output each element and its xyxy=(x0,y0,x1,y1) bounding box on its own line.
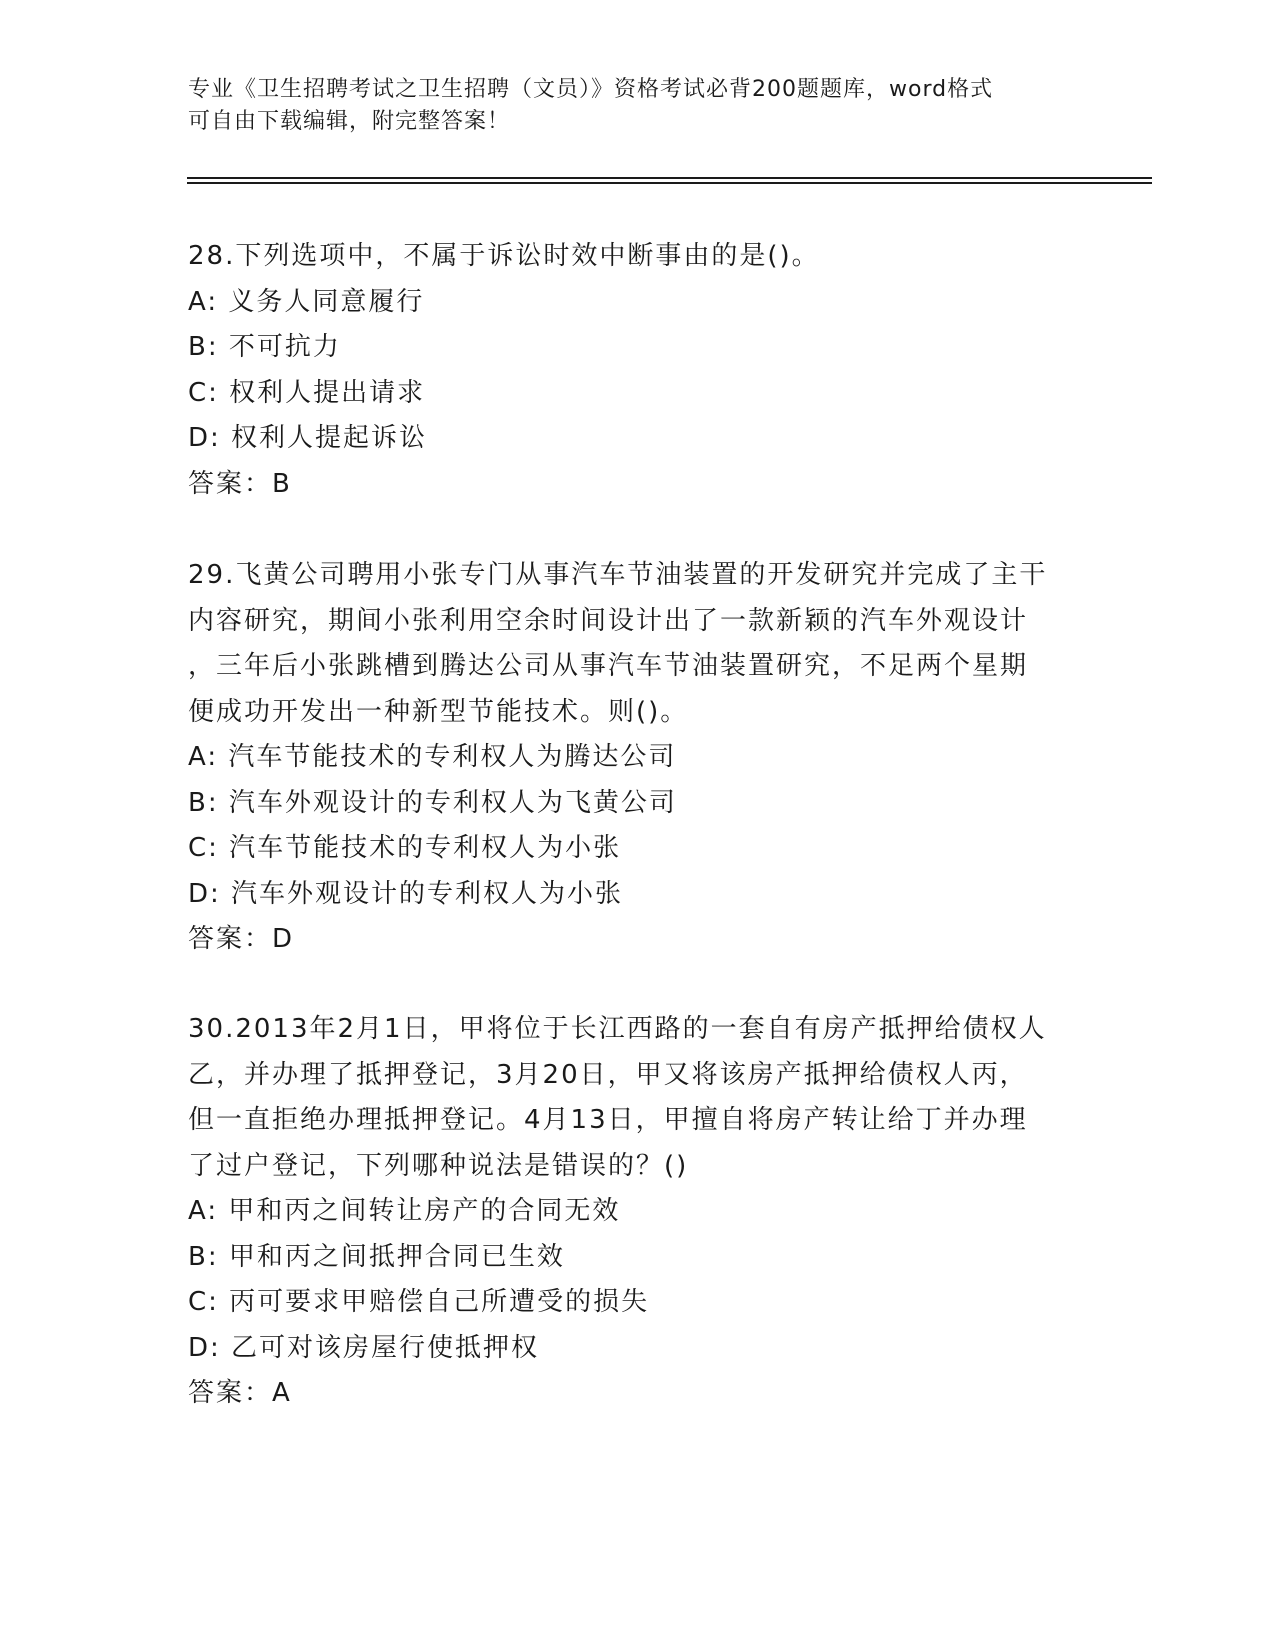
option-c: C: 权利人提出请求 xyxy=(188,377,426,408)
header-line-1: 专业《卫生招聘考试之卫生招聘（文员）》资格考试必背200题题库，word格式 xyxy=(188,77,994,102)
header-divider-top xyxy=(187,177,1152,179)
question-28 xyxy=(188,234,1088,507)
question-29 xyxy=(188,553,1088,963)
question-stem-line: ，三年后小张跳槽到腾达公司从事汽车节油装置研究，不足两个星期 xyxy=(188,651,1029,681)
option-b: B: 甲和丙之间抵押合同已生效 xyxy=(188,1241,565,1272)
option-d: D: 乙可对该房屋行使抵押权 xyxy=(188,1332,540,1363)
question-stem-line: 28.下列选项中，不属于诉讼时效中断事由的是()。 xyxy=(188,241,820,271)
question-stem-line: 便成功开发出一种新型节能技术。则()。 xyxy=(188,696,689,727)
header-line-2: 可自由下载编辑，附完整答案！ xyxy=(188,109,511,134)
header-divider-bottom xyxy=(187,182,1152,184)
option-d: D: 权利人提起诉讼 xyxy=(188,423,428,453)
option-a: A: 汽车节能技术的专利权人为腾达公司 xyxy=(188,742,677,772)
question-stem-line: 了过户登记，下列哪种说法是错误的？() xyxy=(188,1150,689,1181)
option-c: C: 汽车节能技术的专利权人为小张 xyxy=(188,833,622,863)
question-stem-line: 但一直拒绝办理抵押登记。4月13日，甲擅自将房产转让给丁并办理 xyxy=(188,1105,1028,1135)
option-b: B: 不可抗力 xyxy=(188,332,341,362)
answer-line: 答案：D xyxy=(188,924,295,954)
question-stem-line: 内容研究，期间小张利用空余时间设计出了一款新颖的汽车外观设计 xyxy=(188,605,1029,636)
question-30 xyxy=(188,1007,1088,1417)
answer-line: 答案：B xyxy=(188,468,292,499)
answer-line: 答案：A xyxy=(188,1378,292,1408)
question-stem-line: 乙，并办理了抵押登记，3月20日，甲又将该房产抵押给债权人丙， xyxy=(188,1059,1028,1090)
option-c: C: 丙可要求甲赔偿自己所遭受的损失 xyxy=(188,1287,650,1317)
option-a: A: 义务人同意履行 xyxy=(188,286,425,317)
document-header xyxy=(188,74,1068,138)
option-a: A: 甲和丙之间转让房产的合同无效 xyxy=(188,1196,621,1226)
question-stem-line: 29.飞黄公司聘用小张专门从事汽车节油装置的开发研究并完成了主干 xyxy=(188,560,1048,590)
option-b: B: 汽车外观设计的专利权人为飞黄公司 xyxy=(188,787,677,818)
option-d: D: 汽车外观设计的专利权人为小张 xyxy=(188,878,624,909)
question-stem-line: 30.2013年2月1日，甲将位于长江西路的一套自有房产抵押给债权人 xyxy=(188,1014,1047,1044)
